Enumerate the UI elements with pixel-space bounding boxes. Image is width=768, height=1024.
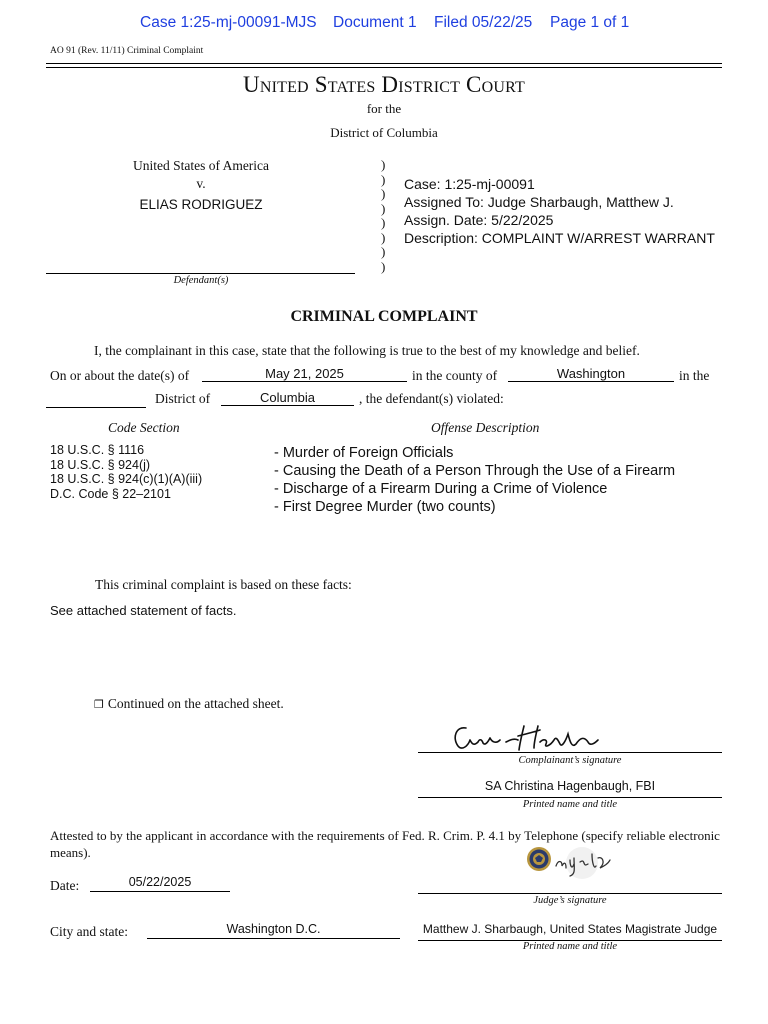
judge-printed-label: Printed name and title — [522, 941, 618, 952]
complainant-printed-name: SA Christina Hagenbaugh, FBI — [484, 779, 656, 793]
continued-checkbox[interactable]: ❒ — [94, 698, 104, 711]
offense-item: - Causing the Death of a Person Through the Use of a Firearm — [274, 463, 676, 479]
facts-text: See attached statement of facts. — [50, 603, 237, 618]
complainant-signature-label: Complainant’s signature — [518, 755, 622, 766]
district-field: Columbia — [221, 390, 354, 406]
date-label: Date: — [50, 878, 80, 893]
violated-label: , the defendant(s) violated: — [359, 391, 504, 406]
city-state-label: City and state: — [50, 924, 128, 939]
continued-label: Continued on the attached sheet. — [107, 696, 284, 711]
offenses-list — [274, 444, 675, 516]
district-blank-field — [46, 391, 146, 408]
caption-plaintiff: United States of America — [132, 158, 270, 173]
attestation-text: Attested to by the applicant in accordance with the requirements of Fed. R. Crim. P. 4.1 by Telephone (specify reliable electronic means). — [50, 828, 720, 860]
court-for-the: for the — [366, 101, 402, 116]
filing-document-number: Document 1 — [333, 14, 417, 31]
complainant-signature-image — [448, 718, 608, 754]
continued-row — [94, 696, 284, 712]
form-id: AO 91 (Rev. 11/11) Criminal Complaint — [50, 46, 204, 56]
caption-versus: v. — [196, 176, 206, 191]
filing-date: Filed 05/22/25 — [434, 14, 533, 31]
judge-signature-label: Judge’s signature — [533, 895, 607, 906]
defendant-rule — [46, 273, 355, 274]
complainant-signature-rule — [418, 752, 722, 753]
date-line-prefix: On or about the date(s) of — [50, 368, 190, 383]
defendant-label: Defendant(s) — [173, 275, 229, 286]
intro-text: I, the complainant in this case, state that the following is true to the best of my knowledge and belief. — [94, 343, 640, 358]
court-title: United States District Court — [243, 72, 525, 97]
case-info-assigned: Assigned To: Judge Sharbaugh, Matthew J. — [404, 194, 674, 210]
district-of-label: District of — [155, 391, 211, 406]
complainant-printed-rule — [418, 797, 722, 798]
judge-signature-rule — [418, 893, 722, 894]
offense-description-header: Offense Description — [431, 420, 540, 435]
attested-date-field: 05/22/2025 — [90, 875, 230, 892]
offense-date-field: May 21, 2025 — [202, 366, 407, 382]
complaint-title: CRIMINAL COMPLAINT — [290, 308, 478, 325]
caption-defendant: ELIAS RODRIGUEZ — [139, 197, 263, 212]
header-rule-top — [46, 63, 722, 64]
code-section-header: Code Section — [108, 420, 180, 435]
code-section-item: 18 U.S.C. § 924(c)(1)(A)(iii) — [50, 472, 203, 486]
judge-signature-image — [552, 846, 612, 880]
offense-item: - Discharge of a Firearm During a Crime of Violence — [274, 481, 608, 497]
court-district: District of Columbia — [330, 125, 438, 140]
case-info-block — [404, 175, 715, 247]
code-sections-list — [50, 443, 202, 501]
header-rule-bottom — [46, 67, 722, 68]
code-section-item: 18 U.S.C. § 1116 — [50, 443, 145, 457]
city-state-field: Washington D.C. — [147, 922, 400, 939]
county-field: Washington — [508, 366, 674, 382]
caption-parens: ) ) ) ) ) ) ) ) — [381, 157, 386, 274]
code-section-item: D.C. Code § 22–2101 — [50, 486, 171, 501]
case-info-case: Case: 1:25-mj-00091 — [404, 176, 535, 192]
filing-page: Page 1 of 1 — [550, 14, 630, 31]
filing-case-number: Case 1:25-mj-00091-MJS — [140, 14, 317, 31]
offense-item: - First Degree Murder (two counts) — [274, 499, 496, 515]
judge-printed-name: Matthew J. Sharbaugh, United States Magistrate Judge — [422, 922, 718, 936]
court-seal-icon — [526, 846, 552, 872]
offense-item: - Murder of Foreign Officials — [274, 445, 454, 461]
facts-intro: This criminal complaint is based on these facts: — [95, 577, 352, 592]
complainant-printed-label: Printed name and title — [522, 799, 618, 810]
date-line-suffix: in the — [679, 368, 710, 383]
case-info-description: Description: COMPLAINT W/ARREST WARRANT — [404, 230, 715, 246]
case-info-assign-date: Assign. Date: 5/22/2025 — [404, 212, 554, 228]
county-prefix: in the county of — [412, 368, 498, 383]
code-section-item: 18 U.S.C. § 924(j) — [50, 457, 151, 472]
